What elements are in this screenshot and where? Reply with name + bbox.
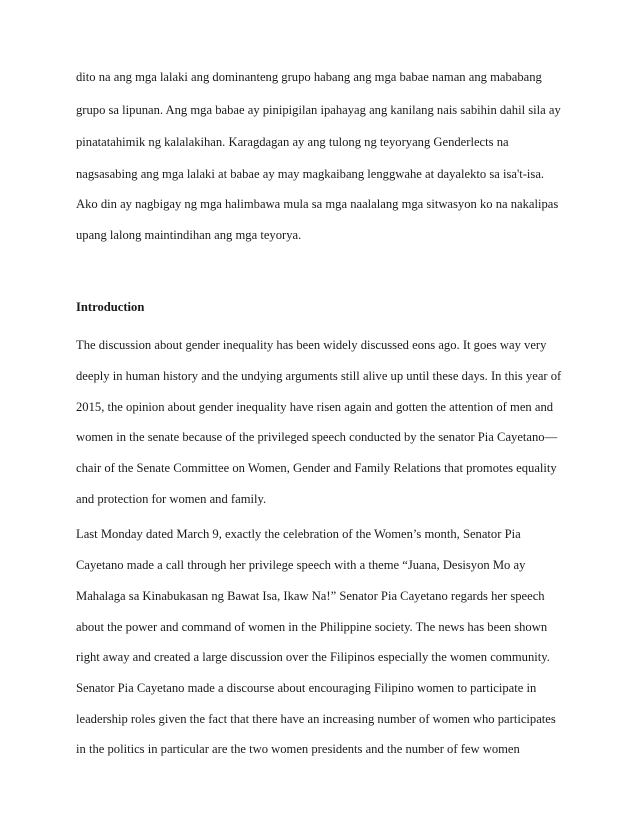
text-line: women in the senate because of the privileged speech conducted by the senator Pia Cayetano— (76, 430, 558, 444)
text-line: pinatatahimik ng kalalakihan. Karagdagan ay ang tulong ng teyoryang Genderlects na (76, 135, 509, 149)
text-line: 2015, the opinion about gender inequality have risen again and gotten the attention of men and (76, 400, 554, 414)
text-line: Ako din ay nagbigay ng mga halimbawa mula sa mga naalalang mga sitwasyon ko na nakalipas (76, 197, 559, 211)
text-line: Last Monday dated March 9, exactly the celebration of the Women’s month, Senator Pia (76, 527, 521, 541)
text-line: in the politics in particular are the two women presidents and the number of few women (76, 742, 520, 756)
text-line: right away and created a large discussion over the Filipinos especially the women community. (76, 650, 550, 664)
text-line: upang lalong maintindihan ang mga teyorya. (76, 228, 302, 242)
text-line: about the power and command of women in the Philippine society. The news has been shown (76, 620, 548, 634)
section-heading: Introduction (76, 300, 145, 314)
text-line: nagsasabing ang mga lalaki at babae ay may magkaibang lenggwahe at dayalekto sa isa't-isa. (76, 167, 545, 181)
text-line: Mahalaga sa Kinabukasan ng Bawat Isa, Ikaw Na!” Senator Pia Cayetano regards her speech (76, 589, 545, 603)
text-line: Senator Pia Cayetano made a discourse about encouraging Filipino women to participate in (76, 681, 537, 695)
text-line: leadership roles given the fact that there have an increasing number of women who participates (76, 712, 556, 726)
text-line: and protection for women and family. (76, 492, 267, 506)
text-line: chair of the Senate Committee on Women, Gender and Family Relations that promotes equality (76, 461, 557, 475)
text-line: Cayetano made a call through her privilege speech with a theme “Juana, Desisyon Mo ay (76, 558, 526, 572)
text-line: deeply in human history and the undying arguments still alive up until these days. In this year of (76, 369, 562, 383)
text-line: grupo sa lipunan. Ang mga babae ay pinipigilan ipahayag ang kanilang nais sabihin dahil sila ay (76, 103, 561, 117)
text-line: dito na ang mga lalaki ang dominanteng grupo habang ang mga babae naman ang mababang (76, 70, 542, 84)
text-line: The discussion about gender inequality has been widely discussed eons ago. It goes way very (76, 338, 547, 352)
